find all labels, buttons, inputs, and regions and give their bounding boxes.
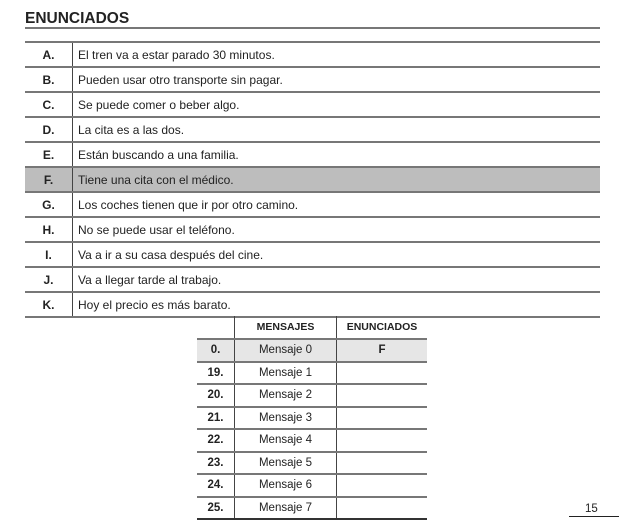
answer-enunciado[interactable] xyxy=(337,453,427,474)
answer-number: 22. xyxy=(197,430,235,451)
enunciados-table xyxy=(25,41,600,318)
answer-mensaje: Mensaje 1 xyxy=(235,363,337,384)
enunciado-text: Va a ir a su casa después del cine. xyxy=(78,247,264,262)
answer-table xyxy=(197,316,427,520)
answer-row xyxy=(197,385,427,408)
enunciado-letter: B. xyxy=(25,68,73,91)
header-enunciados: ENUNCIADOS xyxy=(346,321,418,333)
enunciado-row xyxy=(25,68,600,93)
enunciado-text: Tiene una cita con el médico. xyxy=(78,172,234,187)
enunciado-row xyxy=(25,143,600,168)
answer-number: 23. xyxy=(197,453,235,474)
enunciado-row xyxy=(25,43,600,68)
enunciado-row xyxy=(25,243,600,268)
answer-number: 19. xyxy=(197,363,235,384)
enunciado-text: Los coches tienen que ir por otro camino. xyxy=(78,197,299,212)
enunciado-letter: K. xyxy=(25,293,73,316)
enunciado-letter: G. xyxy=(25,193,73,216)
page-number-rule xyxy=(569,516,619,517)
answer-mensaje: Mensaje 3 xyxy=(235,408,337,429)
enunciado-text: Hoy el precio es más barato. xyxy=(78,297,231,312)
enunciado-letter: J. xyxy=(25,268,73,291)
enunciado-letter: H. xyxy=(25,218,73,241)
answer-row xyxy=(197,475,427,498)
enunciado-row-highlighted xyxy=(25,168,600,193)
header-number xyxy=(197,316,235,338)
answer-number: 0. xyxy=(197,340,235,361)
answer-enunciado[interactable] xyxy=(337,430,427,451)
title-divider xyxy=(25,27,600,29)
answer-enunciado[interactable] xyxy=(337,475,427,496)
answer-table-header xyxy=(197,316,427,340)
answer-row xyxy=(197,498,427,521)
answer-mensaje: Mensaje 0 xyxy=(235,340,337,361)
enunciado-text: Va a llegar tarde al trabajo. xyxy=(78,272,222,287)
enunciado-row xyxy=(25,268,600,293)
section-title: ENUNCIADOS xyxy=(25,10,130,27)
enunciado-row xyxy=(25,93,600,118)
answer-row xyxy=(197,363,427,386)
answer-enunciado[interactable] xyxy=(337,385,427,406)
enunciado-letter: I. xyxy=(25,243,73,266)
page-number: 15 xyxy=(585,503,598,515)
enunciado-row xyxy=(25,118,600,143)
enunciado-row xyxy=(25,293,600,318)
answer-row xyxy=(197,430,427,453)
enunciado-letter: A. xyxy=(25,43,73,66)
enunciado-text: El tren va a estar parado 30 minutos. xyxy=(78,47,275,62)
answer-row-example xyxy=(197,340,427,363)
enunciado-text: La cita es a las dos. xyxy=(78,122,185,137)
enunciado-letter: D. xyxy=(25,118,73,141)
enunciado-row xyxy=(25,218,600,243)
answer-number: 20. xyxy=(197,385,235,406)
answer-enunciado[interactable] xyxy=(337,408,427,429)
enunciado-text: Están buscando a una familia. xyxy=(78,147,239,162)
answer-number: 21. xyxy=(197,408,235,429)
answer-mensaje: Mensaje 6 xyxy=(235,475,337,496)
enunciado-letter: C. xyxy=(25,93,73,116)
answer-mensaje: Mensaje 5 xyxy=(235,453,337,474)
answer-mensaje: Mensaje 4 xyxy=(235,430,337,451)
header-mensajes: MENSAJES xyxy=(235,316,337,338)
enunciado-text: No se puede usar el teléfono. xyxy=(78,222,235,237)
answer-number: 25. xyxy=(197,498,235,519)
enunciado-letter: E. xyxy=(25,143,73,166)
answer-mensaje: Mensaje 7 xyxy=(235,498,337,519)
answer-number: 24. xyxy=(197,475,235,496)
answer-enunciado[interactable] xyxy=(337,498,427,519)
enunciado-text: Se puede comer o beber algo. xyxy=(78,97,240,112)
answer-enunciado[interactable] xyxy=(337,363,427,384)
answer-enunciado: F xyxy=(378,344,386,357)
enunciado-row xyxy=(25,193,600,218)
answer-row xyxy=(197,408,427,431)
answer-row xyxy=(197,453,427,476)
enunciado-letter: F. xyxy=(25,168,73,191)
enunciado-text: Pueden usar otro transporte sin pagar. xyxy=(78,72,283,87)
answer-mensaje: Mensaje 2 xyxy=(235,385,337,406)
